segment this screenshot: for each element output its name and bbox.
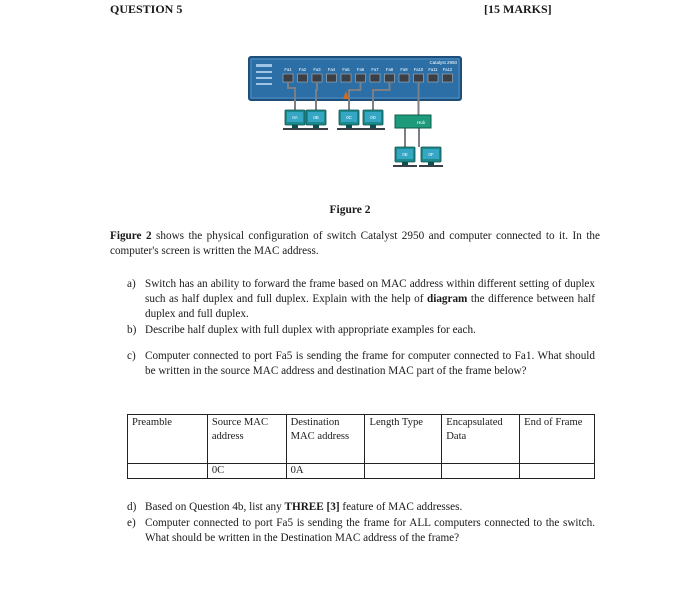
port-fa8 — [385, 74, 395, 82]
question-d-text: Based on Question 4b, list any — [145, 501, 285, 513]
frame-value-length-type — [365, 464, 442, 479]
keyboard-icon — [419, 165, 443, 167]
switch-brand-label: Catalyst 2950 — [429, 60, 457, 65]
frame-value-encapsulated-data — [442, 464, 520, 479]
monitor-stand — [346, 125, 352, 128]
frame-value-row — [128, 464, 595, 479]
frame-header-end-of-frame: End of Frame — [520, 415, 595, 464]
port-label-fa4: Fa4 — [327, 67, 336, 72]
frame-header-row — [128, 415, 595, 464]
mac-label: 0F — [428, 152, 434, 157]
intro-lead: Figure 2 — [110, 230, 152, 242]
port-label-fa2: Fa2 — [298, 67, 307, 72]
port-fa2 — [298, 74, 308, 82]
computer-0c — [337, 110, 361, 130]
port-label-fa11: Fa11 — [428, 67, 438, 72]
monitor-stand — [370, 125, 376, 128]
port-label-fa10: Fa10 — [413, 67, 424, 72]
mac-label: 0D — [370, 115, 376, 120]
question-a-text-end: the difference between half duplex and full duplex. — [145, 293, 595, 320]
question-c — [127, 349, 595, 379]
question-b — [127, 323, 595, 338]
question-a — [127, 277, 595, 322]
frame-header-destination-mac: Destination MAC address — [286, 415, 365, 464]
mac-label: 0A — [292, 115, 298, 120]
port-label-fa9: Fa9 — [400, 67, 408, 72]
frame-header-source-mac: Source MAC address — [207, 415, 286, 464]
monitor-stand — [292, 125, 298, 128]
cable-fa3 — [316, 82, 317, 110]
frame-value-source-mac: 0C — [207, 464, 286, 479]
intro-text: shows the physical configuration of switch Catalyst 2950 and computer connected to it. In the computer's screen is written the MAC address. — [110, 230, 600, 257]
port-fa1 — [283, 74, 293, 82]
intro-paragraph — [110, 229, 600, 259]
mac-label: 0C — [346, 115, 352, 120]
frame-value-preamble — [128, 464, 208, 479]
keyboard-icon — [393, 165, 417, 167]
question-d-emphasis: THREE [3] — [284, 501, 340, 513]
mac-label: 0E — [402, 152, 408, 157]
question-a-label: a) — [127, 278, 136, 290]
monitor-stand — [428, 162, 434, 165]
network-diagram — [245, 55, 465, 180]
hub-label: Hub — [416, 120, 426, 125]
computer-0b — [304, 110, 328, 130]
question-e — [127, 516, 595, 546]
monitor-stand — [402, 162, 408, 165]
port-label-fa7: Fa7 — [371, 67, 379, 72]
question-c-label: c) — [127, 350, 136, 362]
port-fa11 — [428, 74, 438, 82]
frame-value-end-of-frame — [520, 464, 595, 479]
question-c-text: Computer connected to port Fa5 is sending the frame for computer connected to Fa1. What should be written in the source MAC address and destination MAC part of the frame below? — [145, 350, 595, 377]
question-e-text: Computer connected to port Fa5 is sending the frame for ALL computers connected to the switch. What should be written in the Destination MAC address of the frame? — [145, 517, 595, 544]
figure-caption: Figure 2 — [329, 204, 371, 216]
question-b-label: b) — [127, 324, 137, 336]
port-fa3 — [312, 74, 322, 82]
port-fa6 — [356, 74, 366, 82]
port-fa5 — [341, 74, 351, 82]
question-b-text: Describe half duplex with full duplex with appropriate examples for each. — [145, 324, 476, 336]
port-label-fa8: Fa8 — [385, 67, 394, 72]
question-d-text-end: feature of MAC addresses. — [339, 501, 463, 513]
question-d-label: d) — [127, 501, 137, 513]
port-label-fa12: Fa12 — [442, 67, 453, 72]
frame-header-length-type: Length Type — [365, 415, 442, 464]
port-label-fa6: Fa6 — [356, 67, 365, 72]
computer-0a — [283, 110, 307, 130]
port-fa7 — [370, 74, 380, 82]
keyboard-icon — [361, 128, 385, 130]
computer-0e — [393, 147, 417, 167]
port-label-fa3: Fa3 — [313, 67, 321, 72]
question-d — [127, 500, 595, 515]
question-a-text: Switch has an ability to forward the frame based on MAC address within different setting of duplex such as half duplex and full duplex. Explain with the help of — [145, 278, 595, 305]
question-e-label: e) — [127, 517, 136, 529]
keyboard-icon — [283, 128, 307, 130]
port-fa12 — [443, 74, 453, 82]
question-a-emphasis: diagram — [426, 293, 468, 305]
question-title: QUESTION 5 — [110, 2, 183, 16]
port-label-fa1: Fa1 — [284, 67, 292, 72]
computer-0d — [361, 110, 385, 130]
computer-0f — [419, 147, 443, 167]
mac-frame-table — [127, 414, 595, 479]
keyboard-icon — [337, 128, 361, 130]
frame-header-encapsulated-data: Encapsulated Data — [442, 415, 520, 464]
frame-value-destination-mac: 0A — [286, 464, 365, 479]
frame-header-preamble: Preamble — [128, 415, 208, 464]
hub — [395, 115, 431, 128]
port-fa4 — [327, 74, 337, 82]
mac-label: 0B — [313, 115, 319, 120]
port-fa9 — [399, 74, 409, 82]
monitor-stand — [313, 125, 319, 128]
port-fa10 — [414, 74, 424, 82]
keyboard-icon — [304, 128, 328, 130]
question-marks: [15 MARKS] — [484, 2, 552, 16]
port-label-fa5: Fa5 — [342, 67, 350, 72]
